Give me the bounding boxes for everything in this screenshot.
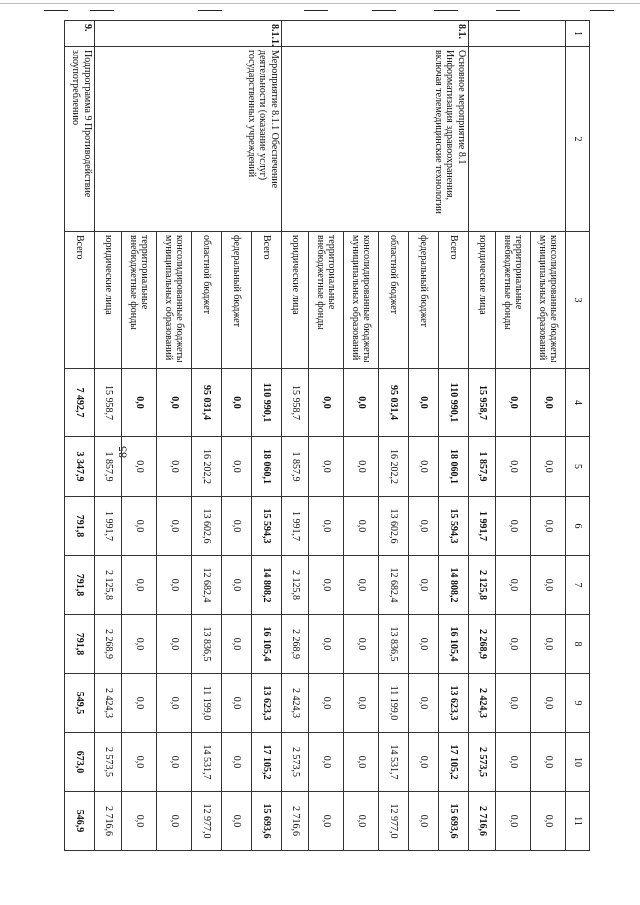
source-cell: юридические лица (95, 232, 122, 369)
value-cell: 0,0 (496, 497, 531, 556)
value-cell: 14 531,7 (192, 733, 222, 792)
value-cell: 0,0 (222, 733, 252, 792)
value-cell: 0,0 (344, 556, 379, 615)
value-cell: 0,0 (531, 733, 566, 792)
value-cell: 0,0 (222, 615, 252, 674)
value-cell: 11 199,0 (379, 674, 409, 733)
value-cell: 17 105,2 (439, 733, 469, 792)
value-cell: 0,0 (309, 437, 344, 497)
value-cell: 16 105,4 (439, 615, 469, 674)
value-cell: 0,0 (309, 556, 344, 615)
value-cell: 0,0 (531, 556, 566, 615)
value-cell: 0,0 (157, 497, 192, 556)
scan-mark (90, 10, 114, 11)
source-cell: Всего (252, 232, 282, 369)
value-cell: 0,0 (122, 792, 157, 851)
scan-mark (304, 10, 328, 11)
value-cell: 0,0 (309, 792, 344, 851)
item-name: Подпрограмма 9 Противодействие злоупотреблению (65, 47, 95, 232)
value-cell: 15 594,3 (439, 497, 469, 556)
budget-table (64, 20, 590, 851)
header-cell: 1 (566, 21, 590, 47)
value-cell: 16 202,2 (379, 437, 409, 497)
value-cell: 2 573,5 (95, 733, 122, 792)
value-cell: 11 199,0 (192, 674, 222, 733)
table-row (65, 21, 95, 851)
value-cell: 0,0 (344, 369, 379, 437)
rotated-table-wrapper (70, 20, 590, 850)
value-cell: 0,0 (157, 556, 192, 615)
value-cell: 0,0 (531, 437, 566, 497)
source-cell: консолидированные бюджеты муниципальных образований (157, 232, 192, 369)
value-cell: 0,0 (496, 437, 531, 497)
value-cell: 16 202,2 (192, 437, 222, 497)
value-cell: 0,0 (344, 437, 379, 497)
value-cell: 1 857,9 (282, 437, 309, 497)
value-cell: 15 958,7 (469, 369, 496, 437)
header-cell: 3 (566, 232, 590, 369)
value-cell: 0,0 (531, 369, 566, 437)
value-cell: 0,0 (222, 369, 252, 437)
value-cell: 0,0 (496, 674, 531, 733)
value-cell: 0,0 (531, 792, 566, 851)
value-cell: 1 991,7 (469, 497, 496, 556)
header-cell: 11 (566, 792, 590, 851)
value-cell: 13 836,5 (192, 615, 222, 674)
value-cell: 0,0 (309, 733, 344, 792)
value-cell: 791,8 (65, 497, 95, 556)
value-cell: 1 991,7 (282, 497, 309, 556)
value-cell: 0,0 (309, 369, 344, 437)
value-cell: 1 857,9 (469, 437, 496, 497)
value-cell: 0,0 (157, 437, 192, 497)
value-cell: 0,0 (344, 615, 379, 674)
value-cell: 110 990,1 (439, 369, 469, 437)
value-cell: 2 424,3 (469, 674, 496, 733)
table-row (439, 21, 469, 851)
scan-mark (496, 10, 520, 11)
value-cell: 1 991,7 (95, 497, 122, 556)
header-cell: 5 (566, 437, 590, 497)
value-cell: 0,0 (409, 556, 439, 615)
item-number: 8.1.1. (95, 21, 282, 47)
value-cell: 0,0 (496, 733, 531, 792)
item-name: Основное мероприятие 8.1 Информатизация здравоохранения, включая телемедицинские технологии (282, 47, 469, 232)
value-cell: 0,0 (409, 437, 439, 497)
header-cell: 10 (566, 733, 590, 792)
value-cell: 0,0 (344, 792, 379, 851)
value-cell: 2 716,6 (282, 792, 309, 851)
value-cell: 0,0 (496, 615, 531, 674)
value-cell: 791,8 (65, 615, 95, 674)
header-cell: 8 (566, 615, 590, 674)
value-cell: 0,0 (309, 497, 344, 556)
header-cell: 4 (566, 369, 590, 437)
value-cell: 15 693,6 (439, 792, 469, 851)
value-cell: 2 716,6 (95, 792, 122, 851)
value-cell: 0,0 (122, 369, 157, 437)
value-cell: 15 958,7 (282, 369, 309, 437)
value-cell: 13 836,5 (379, 615, 409, 674)
value-cell: 2 268,9 (95, 615, 122, 674)
value-cell: 0,0 (409, 615, 439, 674)
value-cell: 12 977,0 (192, 792, 222, 851)
value-cell: 13 602,6 (192, 497, 222, 556)
value-cell: 0,0 (309, 615, 344, 674)
value-cell: 15 693,6 (252, 792, 282, 851)
value-cell: 0,0 (222, 437, 252, 497)
header-cell: 9 (566, 674, 590, 733)
item-number: 9. (65, 21, 95, 47)
value-cell: 0,0 (531, 674, 566, 733)
value-cell: 0,0 (344, 674, 379, 733)
value-cell: 0,0 (122, 674, 157, 733)
value-cell: 12 977,0 (379, 792, 409, 851)
value-cell: 791,8 (65, 556, 95, 615)
value-cell: 0,0 (222, 674, 252, 733)
value-cell: 0,0 (496, 556, 531, 615)
source-cell: территориальные внебюджетные фонды (496, 232, 531, 369)
value-cell: 0,0 (122, 733, 157, 792)
scan-mark (198, 10, 222, 11)
value-cell: 0,0 (157, 792, 192, 851)
value-cell: 0,0 (122, 615, 157, 674)
value-cell: 13 623,3 (252, 674, 282, 733)
value-cell: 2 268,9 (469, 615, 496, 674)
value-cell: 2 716,6 (469, 792, 496, 851)
value-cell: 95 031,4 (192, 369, 222, 437)
value-cell: 2 573,5 (282, 733, 309, 792)
value-cell: 7 492,7 (65, 369, 95, 437)
value-cell: 2 268,9 (282, 615, 309, 674)
value-cell: 673,0 (65, 733, 95, 792)
value-cell: 0,0 (222, 497, 252, 556)
value-cell: 18 060,1 (439, 437, 469, 497)
header-cell: 6 (566, 497, 590, 556)
value-cell: 2 573,5 (469, 733, 496, 792)
value-cell: 0,0 (157, 674, 192, 733)
source-cell: юридические лица (282, 232, 309, 369)
value-cell: 2 125,8 (469, 556, 496, 615)
value-cell: 2 125,8 (282, 556, 309, 615)
header-cell: 7 (566, 556, 590, 615)
source-cell: федеральный бюджет (222, 232, 252, 369)
value-cell: 0,0 (496, 792, 531, 851)
value-cell: 0,0 (409, 369, 439, 437)
source-cell: консолидированные бюджеты муниципальных образований (344, 232, 379, 369)
source-cell: территориальные внебюджетные фонды (122, 232, 157, 369)
value-cell: 0,0 (222, 556, 252, 615)
source-cell: Всего (65, 232, 95, 369)
source-cell: областной бюджет (379, 232, 409, 369)
value-cell: 0,0 (409, 497, 439, 556)
scan-edge-line (0, 3, 640, 4)
table-row (531, 21, 566, 851)
empty-cell (469, 47, 566, 232)
header-row (566, 21, 590, 851)
value-cell: 95 031,4 (379, 369, 409, 437)
value-cell: 13 623,3 (439, 674, 469, 733)
scan-mark (372, 10, 396, 11)
value-cell: 18 060,1 (252, 437, 282, 497)
value-cell: 0,0 (157, 369, 192, 437)
value-cell: 2 424,3 (95, 674, 122, 733)
value-cell: 110 990,1 (252, 369, 282, 437)
value-cell: 0,0 (309, 674, 344, 733)
scan-mark (44, 10, 68, 11)
value-cell: 14 531,7 (379, 733, 409, 792)
value-cell: 0,0 (122, 556, 157, 615)
value-cell: 0,0 (157, 615, 192, 674)
value-cell: 16 105,4 (252, 615, 282, 674)
item-name: Мероприятие 8.1.1 Обеспечение деятельности (оказание услуг) государственных учреждений (95, 47, 282, 232)
value-cell: 15 594,3 (252, 497, 282, 556)
value-cell: 2 125,8 (95, 556, 122, 615)
page-number: 85 (115, 446, 130, 458)
value-cell: 0,0 (409, 792, 439, 851)
value-cell: 1 857,9 (95, 437, 122, 497)
source-cell: федеральный бюджет (409, 232, 439, 369)
value-cell: 3 347,9 (65, 437, 95, 497)
scan-mark (434, 10, 458, 11)
value-cell: 0,0 (222, 792, 252, 851)
source-cell: юридические лица (469, 232, 496, 369)
value-cell: 17 105,2 (252, 733, 282, 792)
scan-mark (590, 10, 614, 11)
value-cell: 0,0 (157, 733, 192, 792)
header-cell: 2 (566, 47, 590, 232)
value-cell: 0,0 (344, 497, 379, 556)
value-cell: 14 808,2 (252, 556, 282, 615)
item-number: 8.1. (282, 21, 469, 47)
value-cell: 14 808,2 (439, 556, 469, 615)
source-cell: областной бюджет (192, 232, 222, 369)
source-cell: территориальные внебюджетные фонды (309, 232, 344, 369)
value-cell: 13 602,6 (379, 497, 409, 556)
value-cell: 546,9 (65, 792, 95, 851)
table-row (252, 21, 282, 851)
value-cell: 0,0 (122, 437, 157, 497)
source-cell: консолидированные бюджеты муниципальных образований (531, 232, 566, 369)
value-cell: 549,5 (65, 674, 95, 733)
source-cell: Всего (439, 232, 469, 369)
value-cell: 15 958,7 (95, 369, 122, 437)
value-cell: 0,0 (531, 615, 566, 674)
value-cell: 0,0 (496, 369, 531, 437)
value-cell: 12 682,4 (379, 556, 409, 615)
value-cell: 2 424,3 (282, 674, 309, 733)
value-cell: 12 682,4 (192, 556, 222, 615)
value-cell: 0,0 (409, 733, 439, 792)
value-cell: 0,0 (531, 497, 566, 556)
value-cell: 0,0 (409, 674, 439, 733)
value-cell: 0,0 (122, 497, 157, 556)
empty-cell (469, 21, 566, 47)
value-cell: 0,0 (344, 733, 379, 792)
